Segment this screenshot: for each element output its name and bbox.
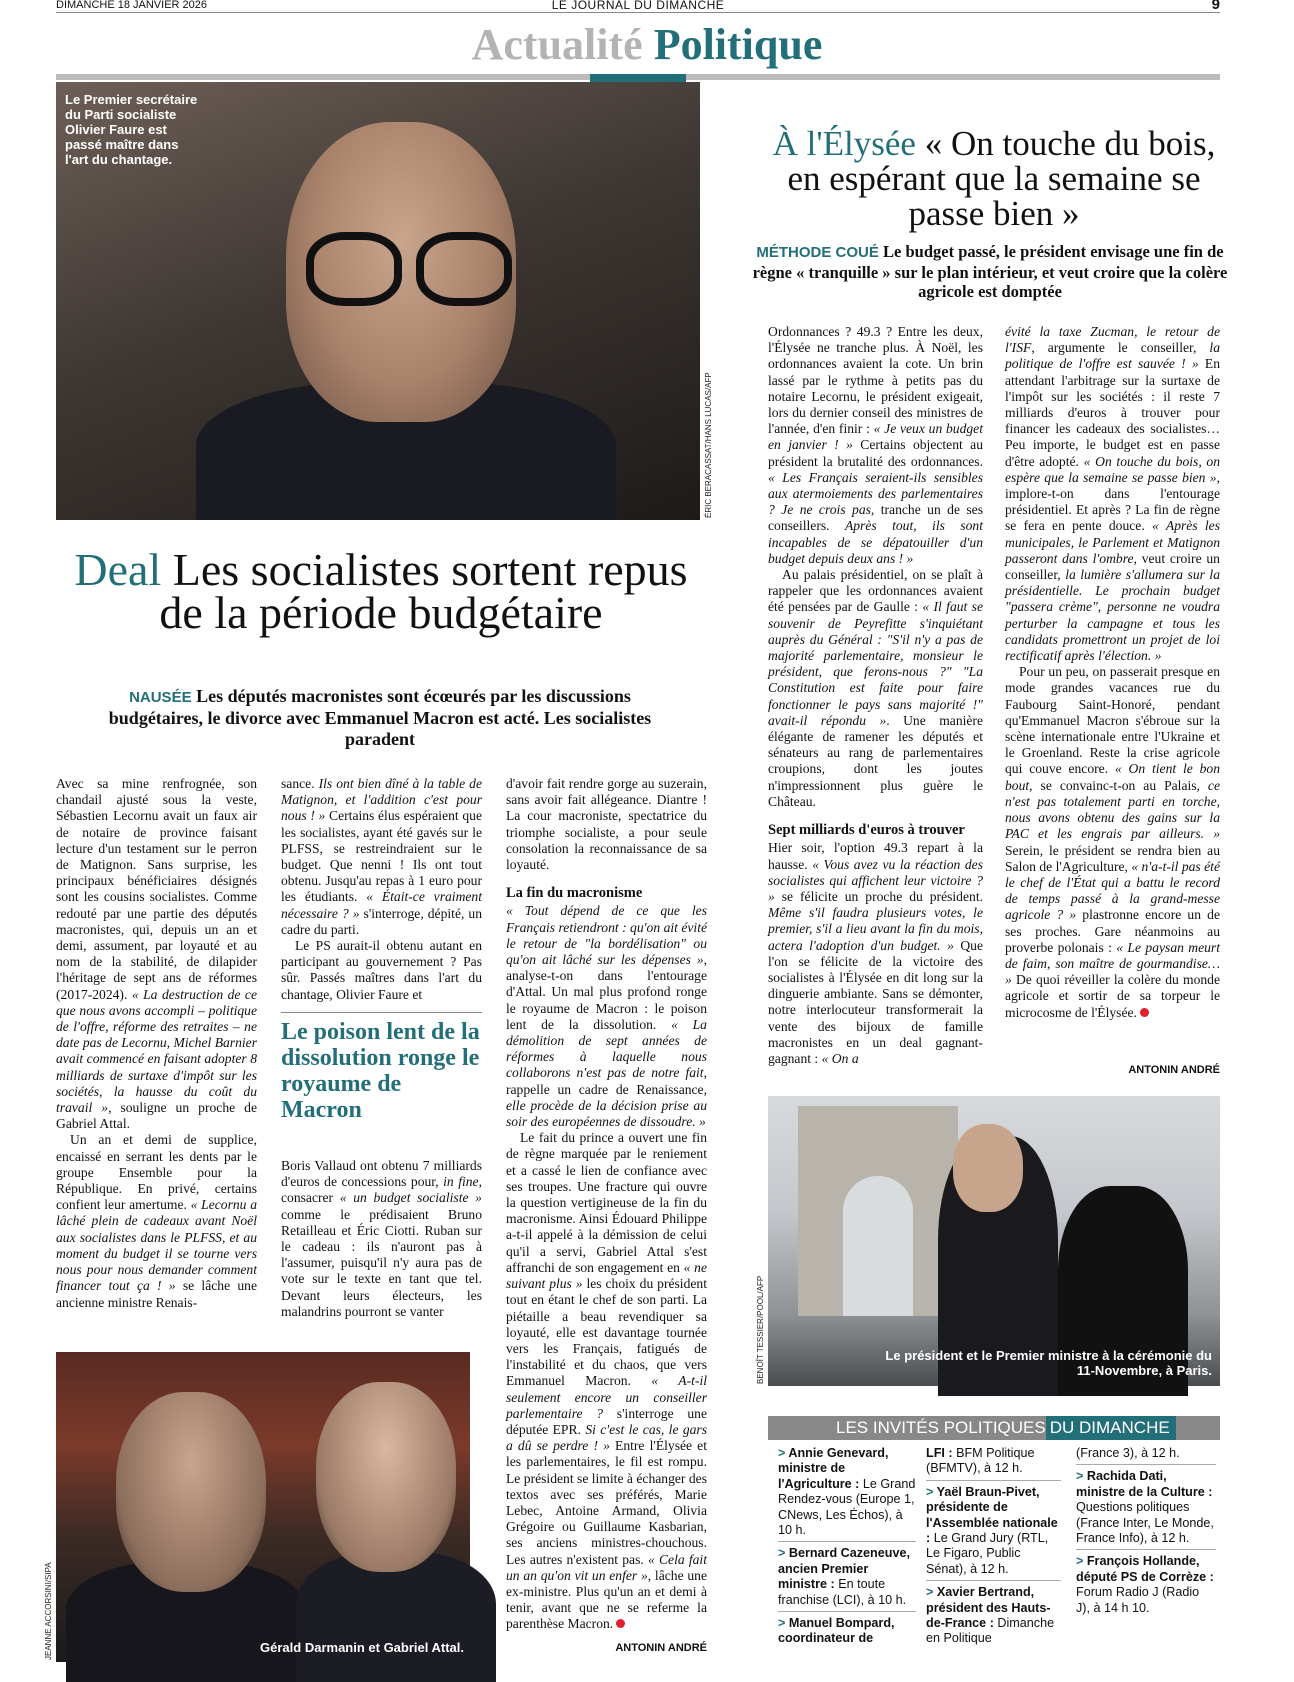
guest-item: > Rachida Dati, ministre de la Culture : Questions politiques (France Inter, Le Monde, France Info), à 12 h. — [1076, 1469, 1216, 1550]
photo2-caption: Gérald Darmanin et Gabriel Attal. — [260, 1640, 464, 1655]
top-line — [56, 0, 1220, 13]
right-byline: ANTONIN ANDRÉ — [1128, 1064, 1220, 1076]
left-col-2b: Boris Vallaud ont obtenu 7 milliards d'euros de concessions pour, in fine, consacrer « un budget socialiste » comme le prédisaient Bruno Retailleau et Éric Ciotti. Ruban sur le cadeau : ils n'auront pas à l'assumer, puisqu'il n'y aura pas de vote sur le texte en tant que tel. Devant leurs électeurs, les malandrins pourront se vanter — [281, 1158, 482, 1319]
end-mark — [616, 1619, 625, 1628]
photo-olivier-faure — [56, 82, 700, 520]
section-title-light: Actualité — [471, 20, 643, 69]
photo-caption: Le Premier secrétaire du Parti socialiste Olivier Faure est passé maître dans l'art du chantage. — [65, 92, 198, 167]
guests-title — [768, 1416, 1220, 1440]
section-title — [0, 20, 1294, 70]
right-subhead: Sept milliards d'euros à trouver — [768, 822, 965, 839]
left-deck-tag: NAUSÉE — [129, 689, 192, 706]
journal-name: LE JOURNAL DU DIMANCHE — [551, 0, 725, 12]
guests-title-light: LES INVITÉS POLITIQUES — [836, 1418, 1046, 1437]
guest-item: > Yaël Braun-Pivet, présidente de l'Assemblée nationale : Le Grand Jury (RTL, Le Figaro, Public Sénat), à 12 h. — [926, 1485, 1061, 1581]
guest-item: LFI : BFM Politique (BFMTV), à 12 h. — [926, 1446, 1061, 1481]
section-title-strong: Politique — [653, 20, 823, 69]
right-deck — [750, 242, 1230, 302]
left-col-3: d'avoir fait rendre gorge au suzerain, sans avoir fait allégeance. Diantre ! La cour macroniste, spectatrice du triomphe socialiste, a pour seule consolation la reconnaissance de sa loyauté. La fin du macronisme « Tout dépend de ce que les Français retiendront : qu'on ait évité le retour de "la bordélisation" ou qu'on ait lâché sur les dépenses », analyse-t-on dans l'entourage d'Attal. Un mal plus profond ronge le royaume de Macron : le poison lent de la dissolution. « La démolition de sept années de réformes à laquelle nous collaborons n'est pas de notre fait, rappelle un cadre de Renaissance, elle procède de la décision prise au soir des européennes de dissoudre. » Le fait du prince a ouvert une fin de règne marquée par le reniement et a cassé le lien de confiance avec ses troupes. Une fracture qui ouvre la question vertigineuse de la fin du macronisme. Ainsi Édouard Philippe a-t-il appelé à la démission de celui qu'il a servi, Gabriel Attal s'est affranchi de son engagement en « ne suivant plus » les choix du président tout en étant le chef de son parti. La piétaille a beau revendiquer sa loyauté, elle est davantage tournée vers les Français, fatigués de l'instabilité et du chaos, que vers Emmanuel Macron. « A-t-il seulement encore un conseiller parlementaire ? s'interroge une députée EPR. Si c'est le cas, le gars a dû se perdre ! » Entre l'Élysée et les parlementaires, le fil est rompu. Le président se limite à échanger des textos avec ses préférés, Marie Lebec, Antoine Armand, Olivia Grégoire ou Guillaume Kasbarian, ses anciens ministres-chouchous. Les autres n'existent pas. « Cela fait un an qu'on vit un enfer », lâche une ex-ministre. Plus qu'un an et demi à tenir, avant que ne se referme la parenthèse Macron. — [506, 776, 708, 1632]
right-deck-tag: MÉTHODE COUÉ — [756, 244, 879, 261]
left-headline — [56, 544, 706, 638]
guests-box — [768, 1416, 1220, 1662]
guest-item: > Bernard Cazeneuve, ancien Premier ministre : En toute franchise (LCI), à 10 h. — [778, 1546, 916, 1612]
right-col-2: évité la taxe Zucman, le retour de l'ISF, argumente le conseiller, la politique de l'offre est sauvée ! » En attendant l'arbitrage sur la surtaxe de l'impôt sur les sociétés : il reste 7 milliards d'euros à trouver pour financer les cadeaux des socialistes… Peu importe, le budget est en passe d'être adopté. « On touche du bois, on espère que la semaine se passe bien », implore-t-on dans l'entourage présidentiel. Et après ? La fin de règne se fera en pente douce. « Après les municipales, le Parlement et Matignon passeront dans l'ombre, veut croire un conseiller, la lumière s'allumera sur la présidentielle. Le prochain budget "passera crème", personne ne voudra perturber la campagne et tous les candidats promettront un projet de loi rectificatif après l'élection. » Pour un peu, on passerait presque en mode grandes vacances rue du Faubourg Saint-Honoré, pendant qu'Emmanuel Macron s'ébroue sur la scène internationale entre l'Ukraine et le Groenland. Reste la crise agricole qui couve encore. « On tient le bon bout, se convainc-t-on au Palais, ce n'est pas totalement parti en torche, nous avons obtenu des gains sur la PAC et les engrais par ailleurs. » Serein, le président se rendra bien au Salon de l'Agriculture, « n'a-t-il pas été le chef de l'État qui a battu le record de temps passé à la grand-messe agricole ? » plastronne encore un de ses proches. Gare néanmoins au proverbe polonais : « Le paysan meurt de faim, son maître de gourmandise… » De quoi réveiller la colère du monde agricole et sortir de sa torpeur le microcosme de l'Élysée. — [1005, 324, 1220, 1020]
right-headline — [768, 126, 1220, 231]
guest-item: > Xavier Bertrand, président des Hauts-de-France : Dimanche en Politique — [926, 1585, 1055, 1646]
pull-quote: Le poison lent de la dissolution ronge le royaume de Macron — [281, 1012, 482, 1123]
photo-darmanin-attal — [56, 1352, 470, 1662]
photo-macron-lecornu — [768, 1096, 1220, 1386]
guest-item: > Manuel Bompard, coordinateur de — [778, 1616, 895, 1646]
right-headline-kicker: À l'Élysée — [772, 124, 916, 163]
guest-item: (France 3), à 12 h. — [1076, 1446, 1216, 1465]
guest-item: > François Hollande, député PS de Corrèze : Forum Radio J (Radio J), à 14 h 10. — [1076, 1554, 1214, 1615]
issue-date: DIMANCHE 18 JANVIER 2026 — [56, 0, 207, 11]
photo3-credit: BENOÎT TESSIER/POOL/AFP — [756, 1275, 765, 1384]
right-deck-text: Le budget passé, le président envisage une fin de règne « tranquille » sur le plan intérieur, et veut croire que la colère agricole est domptée — [752, 242, 1228, 301]
guests-title-strong: DU DIMANCHE — [1046, 1416, 1176, 1440]
left-deck — [100, 686, 660, 750]
left-headline-kicker: Deal — [74, 544, 162, 595]
left-headline-title: Les socialistes sortent repus de la période budgétaire — [159, 544, 688, 638]
guest-item: > Annie Genevard, ministre de l'Agriculture : Le Grand Rendez-vous (Europe 1, CNews, Les Échos), à 10 h. — [778, 1446, 916, 1542]
left-col-1: Avec sa mine renfrognée, son chandail ajusté sous la veste, Sébastien Lecornu avait un faux air de notaire de province faisant lecture d'un testament sur le perron de Matignon. Sans surprise, les principaux bénéficiaires désignés sont les cousins socialistes. Comme redouté par une partie des députés macronistes, qui, depuis un an et demi, assument, par loyauté et au nom de la stabilité, de dilapider l'héritage de sept ans de réformes (2017-2024). « La destruction de ce que nous avons accompli – politique de l'offre, réforme des retraites – ne date pas de Lecornu, Michel Barnier avait commencé en faisant adopter 8 milliards de surtaxe d'impôt sur les sociétés, la hausse du coût du travail », souligne un proche de Gabriel Attal. Un an et demi de supplice, encaissé en serrant les dents par le groupe Ensemble pour la République. En privé, certains confient leur amertume. « Lecornu a lâché plein de cadeaux avant Noël aux socialistes dans le PLFSS, et au moment du budget il se tourne vers nous pour nous demander comment financer tout ça ! » se lâche une ancienne ministre Renais- — [56, 776, 257, 1310]
end-mark-right — [1140, 1008, 1149, 1017]
section-rule-accent — [590, 74, 686, 82]
guests-col-1 — [778, 1446, 916, 1654]
photo-credit: ÉRIC BERACASSAT/HANS LUCAS/AFP — [704, 372, 713, 518]
left-deck-text: Les députés macronistes sont écœurés par les discussions budgétaires, le divorce avec Emmanuel Macron est acté. Les socialistes paradent — [108, 686, 652, 749]
guests-col-2 — [926, 1446, 1061, 1654]
right-headline-title: « On touche du bois, en espérant que la semaine se passe bien » — [787, 124, 1216, 233]
page-number: 9 — [1211, 0, 1220, 13]
photo3-caption: Le président et le Premier ministre à la cérémonie du 11-Novembre, à Paris. — [885, 1348, 1212, 1378]
left-col-2: sance. Ils ont bien dîné à la table de Matignon, et l'addition c'est pour nous ! » Certains élus espéraient que les socialistes, ayant été gavés sur le PLFSS, se restreindraient sur le budget. Que nenni ! Ils ont tout obtenu. Jusqu'au repas à 1 euro pour les étudiants. « Était-ce vraiment nécessaire ? » s'interroge, dépité, un cadre du parti. Le PS aurait-il obtenu autant en participant au gouvernement ? Pas sûr. Passés maîtres dans l'art du chantage, Olivier Faure et — [281, 776, 482, 1002]
guests-col-3 — [1076, 1446, 1216, 1623]
left-subhead: La fin du macronisme — [506, 885, 643, 902]
photo2-credit: JEANNE ACCORSINI/SIPA — [44, 1562, 53, 1660]
right-col-1: Ordonnances ? 49.3 ? Entre les deux, l'Élysée ne tranche plus. À Noël, les ordonnances avaient la cote. Un brin lassé par le rythme à petits pas du notaire Lecornu, le président exigeait, lors du dernier conseil des ministres de l'année, d'en finir : « Je veux un budget en janvier ! » Certains objectent au président la brutalité des ordonnances. « Les Français seraient-ils sensibles aux atermoiements des parlementaires ? Je ne crois pas, tranche un de ses conseillers. Après tout, ils sont incapables de se dépatouiller d'un budget depuis deux ans ! » Au palais présidentiel, on se plaît à rappeler que les ordonnances avaient été pensées par de Gaulle : « Il faut se souvenir de Peyrefitte s'inquiétant auprès du Général : "S'il n'y a pas de majorité parlementaire, monsieur le président, que ferons-nous ?" "La Constitution est faite pour faire fonctionner le pays sans majorité !" avait-il répondu ». Une manière élégante de ramener les députés et sénateurs au rang de parlementaires croupions, dont les joutes n'impressionnent plus guère le Château. Sept milliards d'euros à trouver Hier soir, l'option 49.3 repart à la hausse. « Vous avez vu la réaction des socialistes qui affichent leur victoire ? » se félicite un proche du président. Même s'il faudra plusieurs votes, le premier, s'il a lieu avant la fin du mois, actera l'adoption d'un budget. » Que l'on se félicite de la victoire des socialistes à l'Élysée en dit long sur la dinguerie ambiante. Sans se démonter, notre interlocuteur transformerait la vente des bijoux de famille macronistes en un deal gagnant-gagnant : « On a — [768, 324, 984, 1066]
left-byline: ANTONIN ANDRÉ — [615, 1642, 707, 1654]
